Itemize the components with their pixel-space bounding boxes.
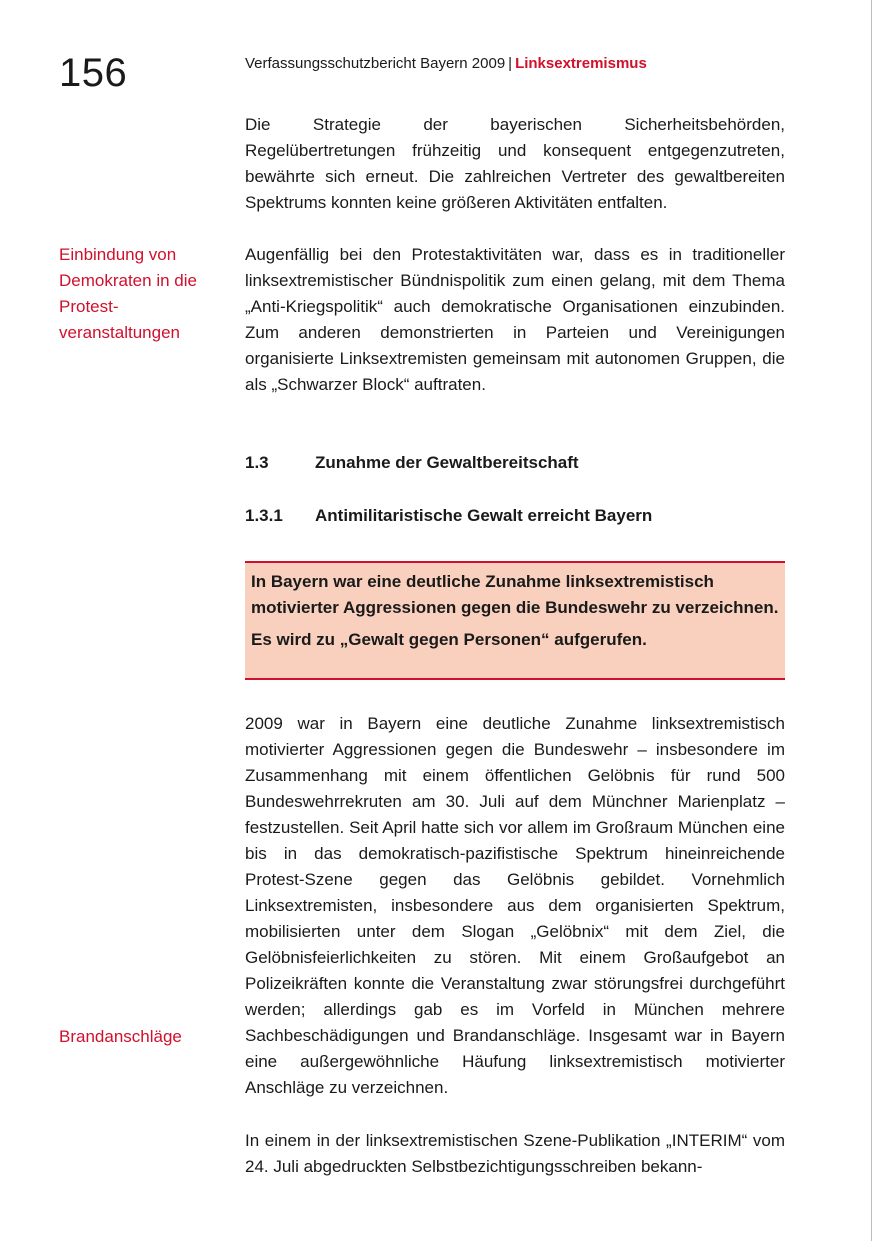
paragraph-strategy: Die Strategie der bayerischen Sicherheitsbehörden, Regelübertretungen frühzeitig und konsequent entgegenzutreten, bewährte sich erneut. Die zahlreichen Vertreter des gewaltbereiten Spektrums konnten keine größeren Aktivitäten entfalten. bbox=[245, 115, 785, 212]
page-number: 156 bbox=[59, 51, 128, 95]
section-heading-1-3 bbox=[245, 451, 579, 475]
paragraph-interim: In einem in der linksextremistischen Szene-Publikation „INTERIM“ vom 24. Juli abgedruckten Selbstbezichtigungsschreiben bekann- bbox=[245, 1131, 785, 1176]
header-separator: | bbox=[508, 55, 513, 72]
summary-box bbox=[245, 561, 785, 680]
subsection-number: 1.3.1 bbox=[245, 506, 283, 525]
running-header bbox=[245, 55, 647, 73]
margin-note-einbindung: Einbindung von Demokraten in die Protest-veranstaltungen bbox=[59, 245, 197, 342]
section-heading-1-3-1 bbox=[245, 504, 652, 528]
paragraph-protest: Augenfällig bei den Protestaktivitäten war, dass es in traditioneller linksextremistischer Bündnispolitik zum einen gelang, mit dem Thema „Anti-Kriegspolitik“ auch demokratische Organisationen einzubinden. Zum anderen demonstrierten in Parteien und Vereinigungen organisierte Linksextremisten gemeinsam mit autonomen Gruppen, die als „Schwarzer Block“ auftraten. bbox=[245, 245, 785, 394]
summary-text-2: Es wird zu „Gewalt gegen Personen“ aufgerufen. bbox=[251, 630, 647, 649]
paragraph-bundeswehr: 2009 war in Bayern eine deutliche Zunahme linksextremistisch motivierter Aggressionen gegen die Bundeswehr – insbesondere im Zusammenhang mit einem öffentlichen Gelöbnis für rund 500 Bundeswehrrekruten am 30. Juli auf dem Münchner Marienplatz – festzustellen. Seit April hatte sich vor allem im Großraum München eine bis in das demokratisch-pazifistische Spektrum hineinreichende Protest-Szene gegen das Gelöbnis gebildet. Vornehmlich Linksextremisten, insbesondere aus dem organisierten Spektrum, mobilisierten unter dem Slogan „Gelöbnix“ mit dem Ziel, die Gelöbnisfeierlichkeiten zu stören. Mit einem Großaufgebot an Polizeikräften konnte die Veranstaltung zwar störungsfrei durchgeführt werden; allerdings gab es im Vorfeld in München mehrere Sachbeschädigungen und Brandanschläge. Insgesamt war in Bayern eine außergewöhnliche Häufung linksextremistisch motivierter Anschläge zu verzeichnen. bbox=[245, 714, 785, 1097]
page-edge-line bbox=[871, 0, 872, 1241]
summary-text-1: In Bayern war eine deutliche Zunahme linksextremistisch motivierter Aggressionen gegen die Bundeswehr zu verzeichnen. bbox=[251, 572, 779, 617]
margin-note-brandanschlaege: Brandanschläge bbox=[59, 1027, 182, 1046]
subsection-title-text: Antimilitaristische Gewalt erreicht Bayern bbox=[315, 506, 653, 525]
publication-title: Verfassungsschutzbericht Bayern 2009 bbox=[245, 55, 506, 72]
section-number: 1.3 bbox=[245, 453, 269, 472]
section-title-text: Zunahme der Gewaltbereitschaft bbox=[315, 453, 579, 472]
section-title: Linksextremismus bbox=[515, 55, 647, 72]
